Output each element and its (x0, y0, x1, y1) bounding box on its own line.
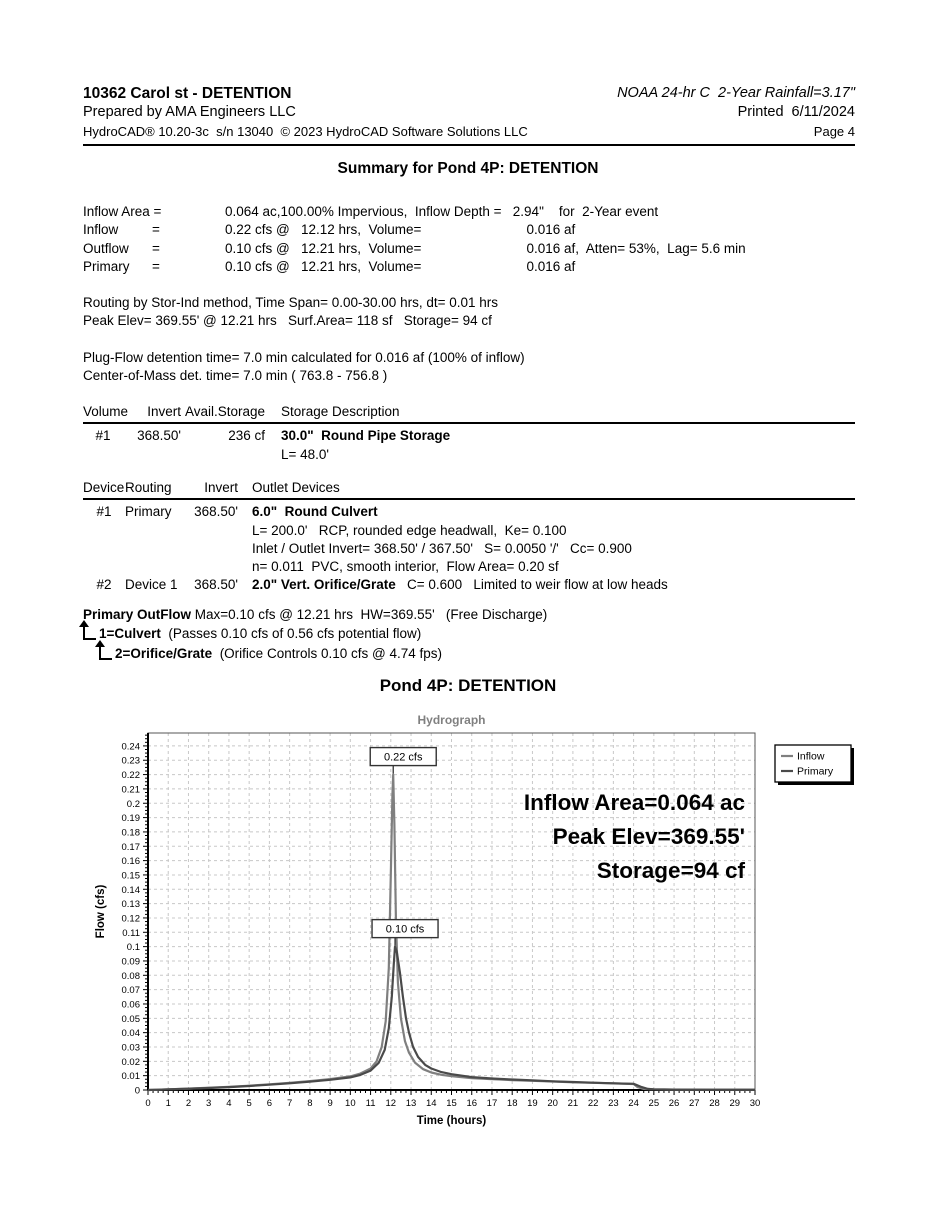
summary-row-inflow-area: Inflow Area = 0.064 ac,100.00% Impervious, Inflow Depth = 2.94" for 2-Year event (83, 204, 659, 219)
summary-row-outflow: Outflow = 0.10 cfs @ 12.21 hrs, Volume= 0.016 af, Atten= 53%, Lag= 5.6 min (83, 240, 746, 256)
y-tick-label: 0.18 (121, 827, 140, 839)
y-tick-label: 0.13 (121, 899, 140, 911)
x-tick-label: 3 (206, 1098, 212, 1109)
x-tick-label: 8 (307, 1098, 313, 1109)
x-tick-label: 14 (425, 1098, 437, 1109)
y-tick-label: 0.05 (121, 1013, 140, 1025)
y-axis-label: Flow (cfs) (95, 884, 107, 939)
rainfall-event-label: NOAA 24-hr C 2-Year Rainfall=3.17" (617, 85, 855, 101)
chart-subtitle: Hydrograph (417, 713, 486, 727)
plot-border (148, 733, 755, 1090)
x-tick-label: 11 (365, 1098, 376, 1109)
legend-entry: Primary (797, 765, 834, 778)
x-tick-label: 19 (527, 1098, 538, 1109)
y-tick-label: 0.12 (121, 913, 140, 925)
y-tick-label: 0.22 (121, 770, 140, 782)
table-row-detail: L= 48.0' (281, 446, 329, 462)
tree-connector-icon (99, 646, 112, 660)
volume-table (83, 403, 855, 464)
x-tick-label: 28 (709, 1098, 720, 1109)
x-tick-label: 23 (608, 1098, 619, 1109)
summary-title: Summary for Pond 4P: DETENTION (337, 160, 599, 177)
routing-method-line: Routing by Stor-Ind method, Time Span= 0.00-30.00 hrs, dt= 0.01 hrs (83, 295, 498, 310)
volume-table-header: Volume Invert Avail.Storage Storage Description (83, 403, 855, 424)
x-tick-label: 22 (587, 1098, 599, 1109)
table-row: #1 Primary 368.50' 6.0" Round Culvert (96, 504, 378, 520)
outflow-item-orifice: 2=Orifice/Grate (Orifice Controls 0.10 cfs @ 4.74 fps) (99, 644, 547, 663)
table-row: #1 368.50' 236 cf 30.0" Round Pipe Storage (95, 428, 451, 444)
x-tick-label: 12 (385, 1098, 397, 1109)
table-row-detail: n= 0.011 PVC, smooth interior, Flow Area= 0.20 sf (252, 559, 559, 575)
y-tick-label: 0.17 (121, 841, 140, 853)
x-tick-label: 6 (266, 1098, 273, 1109)
y-tick-label: 0.01 (121, 1071, 140, 1083)
y-tick-label: 0.2 (126, 798, 140, 810)
y-tick-label: 0.08 (121, 970, 140, 982)
x-tick-label: 24 (628, 1098, 639, 1109)
x-tick-label: 2 (185, 1098, 192, 1109)
y-tick-label: 0.21 (121, 784, 140, 796)
x-tick-label: 9 (327, 1098, 333, 1109)
x-tick-label: 18 (506, 1098, 518, 1109)
x-tick-label: 5 (246, 1098, 252, 1109)
device-table-header: Device Routing Invert Outlet Devices (83, 479, 855, 500)
x-tick-label: 30 (749, 1098, 761, 1109)
x-tick-label: 20 (547, 1098, 558, 1109)
x-tick-label: 17 (486, 1098, 498, 1109)
x-tick-label: 26 (668, 1098, 680, 1109)
y-tick-label: 0.15 (121, 870, 140, 882)
y-tick-label: 0.16 (121, 856, 140, 868)
table-row-detail: L= 200.0' RCP, rounded edge headwall, Ke= 0.100 (252, 522, 567, 538)
x-tick-label: 0 (145, 1098, 151, 1109)
outflow-title-line: Primary OutFlow Max=0.10 cfs @ 12.21 hrs HW=369.55' (Free Discharge) (83, 607, 548, 622)
x-tick-label: 29 (729, 1098, 741, 1109)
prepared-by: Prepared by AMA Engineers LLC (83, 104, 296, 120)
project-title: 10362 Carol st - DETENTION (83, 85, 292, 102)
y-tick-label: 0.02 (121, 1056, 140, 1068)
chart-annotation: Storage=94 cf (596, 858, 745, 883)
table-row: #2 Device 1 368.50' 2.0" Vert. Orifice/Grate C= 0.600 Limited to weir flow at low heads (96, 577, 668, 593)
legend-entry: Inflow (797, 750, 825, 763)
outflow-tree (83, 606, 547, 663)
hydrograph-chart (0, 705, 936, 1145)
chart-annotation: Peak Elev=369.55' (552, 824, 745, 849)
page-number: Page 4 (813, 124, 855, 139)
summary-block (83, 203, 746, 276)
peak-flow-label: 0.10 cfs (385, 923, 425, 936)
tree-connector-icon (83, 626, 96, 640)
y-tick-label: 0.07 (121, 985, 140, 997)
header-rule (83, 144, 855, 146)
y-tick-label: 0.1 (126, 942, 140, 954)
y-tick-label: 0.11 (122, 927, 140, 939)
software-version: HydroCAD® 10.20-3c s/n 13040 © 2023 HydroCAD Software Solutions LLC (83, 124, 528, 139)
x-tick-label: 16 (466, 1098, 478, 1109)
y-tick-label: 0.24 (121, 741, 140, 753)
y-tick-label: 0.04 (121, 1028, 140, 1040)
plugflow-line: Plug-Flow detention time= 7.0 min calculated for 0.016 af (100% of inflow) (83, 350, 525, 365)
peak-elev-line: Peak Elev= 369.55' @ 12.21 hrs Surf.Area= 118 sf Storage= 94 cf (83, 313, 492, 329)
y-tick-label: 0.19 (121, 813, 140, 825)
summary-row-inflow: Inflow = 0.22 cfs @ 12.12 hrs, Volume= 0.016 af (83, 222, 576, 238)
outflow-item-culvert: 1=Culvert (Passes 0.10 cfs of 0.56 cfs potential flow) (83, 624, 547, 643)
y-tick-label: 0.09 (121, 956, 140, 968)
x-tick-label: 15 (446, 1098, 457, 1109)
x-tick-label: 25 (648, 1098, 660, 1109)
x-tick-label: 27 (689, 1098, 700, 1109)
y-tick-label: 0.06 (121, 999, 140, 1011)
printed-date: Printed 6/11/2024 (737, 104, 855, 120)
y-tick-label: 0.14 (121, 884, 140, 896)
page-header (83, 84, 855, 146)
x-tick-label: 13 (405, 1098, 417, 1109)
table-row-detail: Inlet / Outlet Invert= 368.50' / 367.50' S= 0.0050 '/' Cc= 0.900 (252, 540, 632, 556)
x-tick-label: 7 (286, 1098, 293, 1109)
y-tick-label: 0.23 (121, 755, 140, 767)
x-tick-label: 21 (567, 1098, 579, 1109)
x-axis-label: Time (hours) (416, 1115, 487, 1127)
x-tick-label: 10 (345, 1098, 356, 1109)
y-tick-label: 0 (134, 1085, 140, 1097)
y-tick-label: 0.03 (121, 1042, 140, 1054)
chart-title: Pond 4P: DETENTION (379, 676, 557, 695)
routing-block (83, 294, 498, 331)
chart-annotation: Inflow Area=0.064 ac (523, 790, 745, 815)
device-table (83, 479, 855, 595)
center-of-mass-line: Center-of-Mass det. time= 7.0 min ( 763.8 - 756.8 ) (83, 368, 388, 384)
summary-row-primary: Primary = 0.10 cfs @ 12.21 hrs, Volume= 0.016 af (83, 258, 576, 274)
x-tick-label: 4 (226, 1098, 232, 1109)
peak-flow-label: 0.22 cfs (383, 751, 423, 764)
plugflow-block (83, 349, 525, 386)
x-tick-label: 1 (165, 1098, 171, 1109)
